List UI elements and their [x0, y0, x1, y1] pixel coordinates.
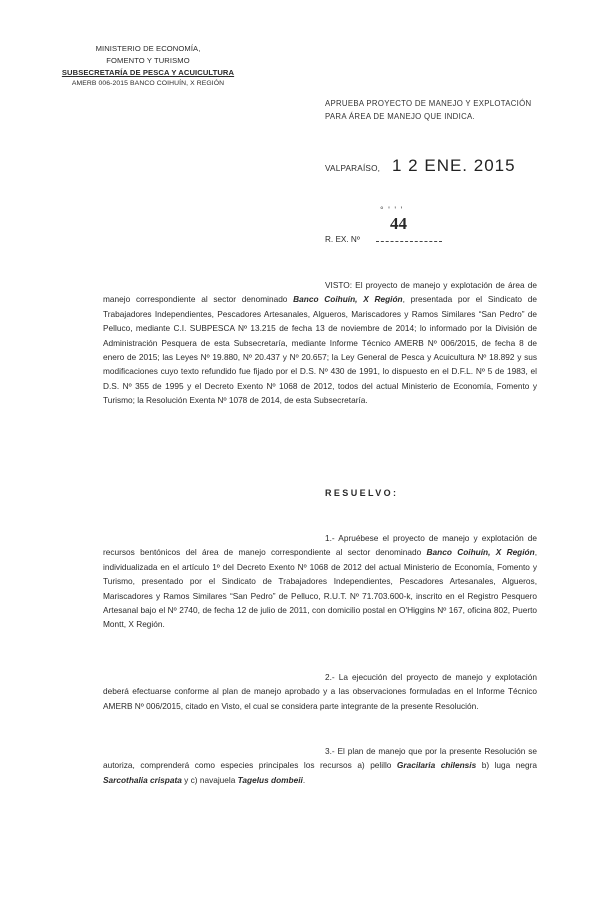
item-3-lead: 3.- El plan de manejo que por la presente: [325, 746, 482, 756]
visto-lead: VISTO: El proyecto de manejo y explotación de: [325, 280, 505, 290]
date-stamp: 1 2 ENE. 2015: [392, 156, 516, 175]
subject-line-1: APRUEBA PROYECTO DE MANEJO Y EXPLOTACIÓN: [325, 99, 532, 108]
item-3-text-2: b) luga negra: [476, 760, 537, 771]
resolution-label: R. EX. Nº: [325, 235, 360, 244]
species-sarcothalia: Sarcothalia crispata: [103, 774, 182, 785]
subject: [325, 97, 565, 123]
resolution-line: [376, 241, 442, 242]
item-3-text-1: Resolución se autoriza, comprenderá como especies principales los recursos a) pelillo: [103, 746, 537, 771]
undersecretary-line: SUBSECRETARÍA DE PESCA Y ACUICULTURA: [61, 68, 235, 77]
item-3-paragraph: [103, 744, 537, 787]
visto-text: área de manejo correspondiente al sector denominado: [103, 280, 537, 305]
ministry-line-2: FOMENTO Y TURISMO: [106, 56, 190, 65]
visto-area-name: Banco Coihuín, X Región: [293, 294, 403, 305]
item-1-area-name: Banco Coihuín, X Región: [426, 547, 535, 558]
item-2-text: explotación deberá efectuarse conforme al plan de manejo aprobado y a las observaciones formuladas en el Informe Técnico AMERB Nº 006/2015, citado en Visto, el cual se considera parte integrante de la presente Resolución.: [103, 672, 537, 711]
item-2-paragraph: [103, 670, 537, 713]
item-2-lead: 2.- La ejecución del proyecto de manejo y: [325, 672, 491, 682]
item-1-lead: 1.- Apruébese el proyecto de manejo y: [325, 533, 478, 543]
place: VALPARAÍSO,: [325, 164, 381, 173]
resolution-number: 44: [390, 214, 407, 233]
visto-paragraph: [103, 278, 537, 408]
species-tagelus: Tagelus dombeii: [237, 774, 303, 785]
item-1-paragraph: [103, 531, 537, 632]
species-gracilaria: Gracilaria chilensis: [396, 760, 477, 771]
resolution-marks: ° ' ' ': [380, 205, 404, 215]
resuelvo-heading: RESUELVO:: [325, 488, 399, 498]
item-3-text-4: .: [302, 774, 306, 785]
ministry-line: MINISTERIO DE ECONOMÍA,: [95, 44, 201, 53]
item-1-text: explotación de recursos bentónicos del área de manejo correspondiente al sector denominado: [103, 533, 537, 558]
reference-line: AMERB 006-2015 BANCO COIHUÍN, X REGIÓN: [71, 80, 225, 87]
item-1-text-rest: , individualizada en el artículo 1º del Decreto Exento Nº 1068 de 2012 del actual Ministerio de Economía, Fomento y Turismo, presentado por el Sindicato de Trabajadores Independientes, Pescadores Artesanales, Algueros, Mariscadores y Ramos Similares “San Pedro” de Pelluco, R.U.T. Nº 71.703.600-k, inscrito en el Registro Pesquero Artesanal bajo el Nº 2740, de fecha 12 de julio de 2011, con domicilio postal en O'Higgins Nº 167, oficina 802, Puerto Montt, X Región.: [103, 547, 537, 630]
visto-text-rest: , presentada por el Sindicato de Trabajadores Independientes, Pescadores Artesanales, Algueros, Mariscadores y Ramos Similares “San Pedro” de Pelluco, mediante C.I. SUBPESCA Nº 13.215 de fecha 13 de noviembre de 2014; lo informado por la División de Administración Pesquera de esta Subsecretaría, mediante Informe Técnico AMERB Nº 006/2015, de fecha 8 de enero de 2015; las Leyes Nº 19.880, Nº 20.437 y Nº 20.657; la Ley General de Pesca y Acuicultura Nº 18.892 y sus modificaciones cuyo texto refundido fue fijado por el D.S. Nº 430 de 1991, lo dispuesto en el D.F.L. Nº 5 de 1983, el D.S. Nº 355 de 1995 y el Decreto Exento Nº 1068 de 2012, todos del actual Ministerio de Economía, Fomento y Turismo; la Resolución Exenta Nº 1078 de 2014, de esta Subsecretaría.: [103, 294, 537, 406]
item-3-text-3: y c) navajuela: [181, 774, 238, 785]
subject-line-2: PARA ÁREA DE MANEJO QUE INDICA.: [325, 112, 475, 121]
